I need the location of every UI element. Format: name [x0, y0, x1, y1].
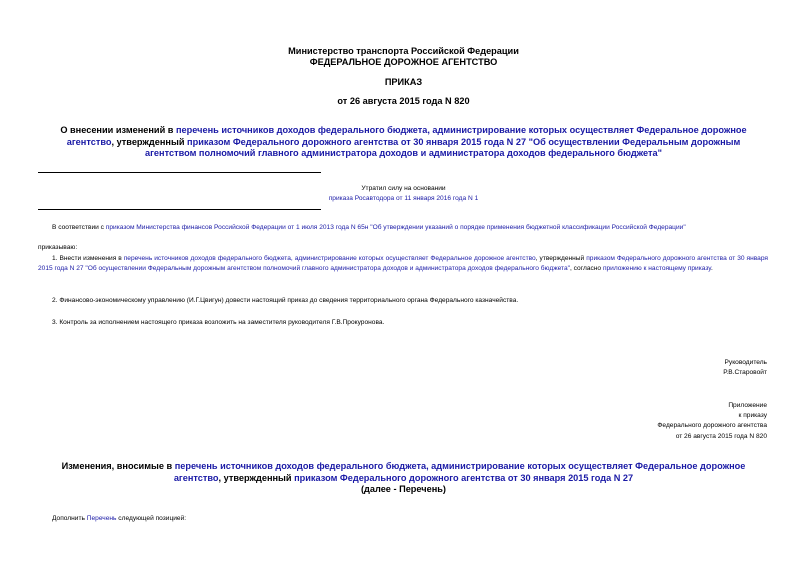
item1-link-order[interactable]: приказом Федерального дорожного агентства от 30 января 2015 года N 27 "Об осуществлении Федеральным дорожным агентством полномочий главного администратора доходов и администратора доходов федерального бюджета" [38, 255, 769, 272]
item-1: 1. Внести изменения в перечень источников доходов федерального бюджета, администрирование которых осуществляет Федеральное дорожное агентство, утвержденный приказом Федерального дорожного агентства от 30 января 2015 года N 27 "Об осуществлении Федеральным дорожным агентством полномочий главного администратора доходов и администратора доходов федерального бюджета", согласно приложению к настоящему приказу. [38, 255, 769, 272]
item1-link-appendix[interactable]: приложению к настоящему приказу [602, 265, 711, 272]
appendix-reference: Приложение к приказу Федерального дорожного агентства от 26 августа 2015 года N 820 [657, 402, 767, 440]
item-3: 3. Контроль за исполнением настоящего приказа возложить на заместителя руководителя Г.В.Прокуронова. [52, 319, 385, 326]
signature-position: Руководитель [724, 359, 767, 366]
divider-bottom [38, 209, 321, 210]
changes-link-order[interactable]: приказом Федерального дорожного агентства от 30 января 2015 года N 27 [294, 472, 634, 483]
changes-link-list[interactable]: перечень источников доходов федерального бюджета, администрирование которых осуществляет Федеральное дорожное агентство [173, 461, 746, 483]
agency-name: ФЕДЕРАЛЬНОЕ ДОРОЖНОЕ АГЕНТСТВО [309, 57, 498, 67]
doc-type: ПРИКАЗ [384, 77, 423, 87]
changes-title: Изменения, вносимые в перечень источников доходов федерального бюджета, администрирование которых осуществляет Федеральное дорожное агентство, утвержденный приказом Федерального дорожного агентства от 30 января 2015 года N 27 (далее - Перечень) [61, 461, 746, 494]
title-link-order[interactable]: приказом Федерального дорожного агентства от 30 января 2015 года N 27 "Об осуществлении Федеральным дорожным агентством полномочий главного администратора доходов и администратора доходов федерального бюджета" [144, 136, 741, 158]
supplement-line: Дополнить Перечень следующей позицией: [52, 515, 187, 522]
title-link-list[interactable]: перечень источников доходов федерального бюджета, администрирование которых осуществляет Федеральное дорожное агентство [66, 125, 747, 147]
ministry-name: Министерство транспорта Российской Федерации [288, 46, 519, 56]
doc-date: от 26 августа 2015 года N 820 [337, 96, 470, 106]
preamble-link[interactable]: приказом Министерства финансов Российской Федерации от 1 июля 2013 года N 65н "Об утверждении указаний о порядке применения бюджетной классификации Российской Федерации" [105, 224, 686, 231]
doc-title: О внесении изменений в перечень источников доходов федерального бюджета, администрирование которых осуществляет Федеральное дорожное агентство, утвержденный приказом Федерального дорожного агентства от 30 января 2015 года N 27 "Об осуществлении Федеральным дорожным агентством полномочий главного администратора доходов и администратора доходов федерального бюджета" [60, 125, 747, 158]
preamble: В соответствии с приказом Министерства финансов Российской Федерации от 1 июля 2013 года N 65н "Об утверждении указаний о порядке применения бюджетной классификации Российской Федерации" [52, 224, 686, 231]
item1-link-list[interactable]: перечень источников доходов федерального бюджета, администрирование которых осуществляет Федеральное дорожное агентство [123, 255, 536, 262]
item-2: 2. Финансово-экономическому управлению (И.Г.Цвигун) довести настоящий приказ до сведения территориального органа Федерального казначейства. [52, 297, 519, 304]
status-link[interactable]: приказа Росавтодора от 11 января 2016 года N 1 [328, 195, 479, 202]
order-word: приказываю: [38, 244, 78, 251]
signature-name: Р.В.Старовойт [723, 369, 767, 377]
status-text: Утратил силу на основании [361, 185, 446, 192]
signature [723, 358, 767, 378]
divider-top [38, 172, 321, 173]
supplement-link[interactable]: Перечень [86, 515, 117, 522]
